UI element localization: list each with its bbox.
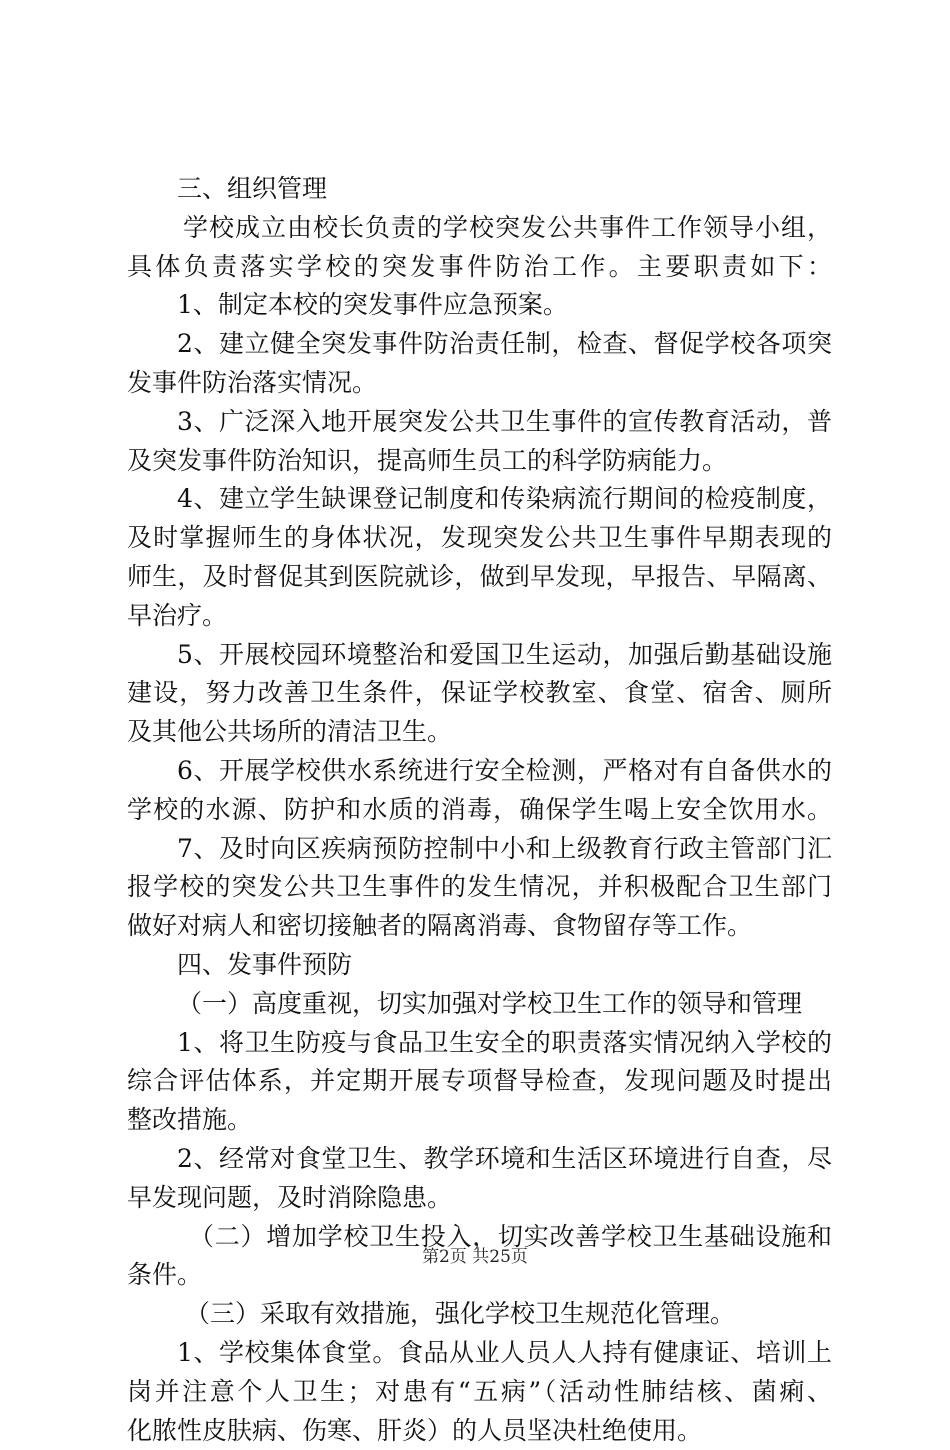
body-line: 7、及时向区疾病预防控制中小和上级教育行政主管部门汇 (127, 830, 832, 869)
body-line: 报学校的突发公共卫生事件的发生情况，并积极配合卫生部门 (127, 868, 832, 907)
body-line: 发事件防治落实情况。 (127, 364, 832, 403)
body-line: 6、开展学校供水系统进行安全检测，严格对有自备供水的 (127, 752, 832, 791)
body-line: 条件。 (127, 1256, 832, 1295)
body-line: 早治疗。 (127, 597, 832, 636)
body-line: 学校的水源、防护和水质的消毒，确保学生喝上安全饮用水。 (127, 791, 832, 830)
section-heading-3: 三、组织管理 (127, 170, 832, 209)
body-line: 及时掌握师生的身体状况，发现突发公共卫生事件早期表现的 (127, 519, 832, 558)
page-number-footer: 第2页 共25页 (0, 1242, 950, 1267)
body-line: 2、经常对食堂卫生、教学环境和生活区环境进行自查，尽 (127, 1140, 832, 1179)
body-line: 5、开展校园环境整治和爱国卫生运动，加强后勤基础设施 (127, 636, 832, 675)
body-line: 及突发事件防治知识，提高师生员工的科学防病能力。 (127, 442, 832, 481)
body-line: 3、广泛深入地开展突发公共卫生事件的宣传教育活动，普 (127, 403, 832, 442)
body-line: 早发现问题，及时消除隐患。 (127, 1179, 832, 1218)
body-line: 1、学校集体食堂。食品从业人员人人持有健康证、培训上 (127, 1334, 832, 1373)
subsection-heading-2: （二）增加学校卫生投入，切实改善学校卫生基础设施和 (127, 1218, 832, 1257)
body-line: 化脓性皮肤病、伤寒、肝炎）的人员坚决杜绝使用。 (127, 1412, 832, 1450)
subsection-heading-3: （三）采取有效措施，强化学校卫生规范化管理。 (127, 1295, 832, 1334)
body-line: 做好对病人和密切接触者的隔离消毒、食物留存等工作。 (127, 907, 832, 946)
body-line: 综合评估体系，并定期开展专项督导检查，发现问题及时提出 (127, 1062, 832, 1101)
body-line: 2、建立健全突发事件防治责任制，检查、督促学校各项突 (127, 325, 832, 364)
body-line: 师生，及时督促其到医院就诊，做到早发现，早报告、早隔离、 (127, 558, 832, 597)
body-line: 岗并注意个人卫生；对患有“五病”（活动性肺结核、菌痢、 (127, 1373, 832, 1412)
subsection-heading-1: （一）高度重视，切实加强对学校卫生工作的领导和管理 (127, 985, 832, 1024)
body-line: 整改措施。 (127, 1101, 832, 1140)
section-heading-4: 四、发事件预防 (127, 946, 832, 985)
body-line: 具体负责落实学校的突发事件防治工作。主要职责如下： (127, 248, 832, 287)
body-line: 1、将卫生防疫与食品卫生安全的职责落实情况纳入学校的 (127, 1024, 832, 1063)
body-line: 建设，努力改善卫生条件，保证学校教室、食堂、宿舍、厕所 (127, 674, 832, 713)
body-line: 4、建立学生缺课登记制度和传染病流行期间的检疫制度， (127, 480, 832, 519)
body-line: 及其他公共场所的清洁卫生。 (127, 713, 832, 752)
body-line: 学校成立由校长负责的学校突发公共事件工作领导小组， (127, 209, 832, 248)
body-line: 1、制定本校的突发事件应急预案。 (127, 286, 832, 325)
